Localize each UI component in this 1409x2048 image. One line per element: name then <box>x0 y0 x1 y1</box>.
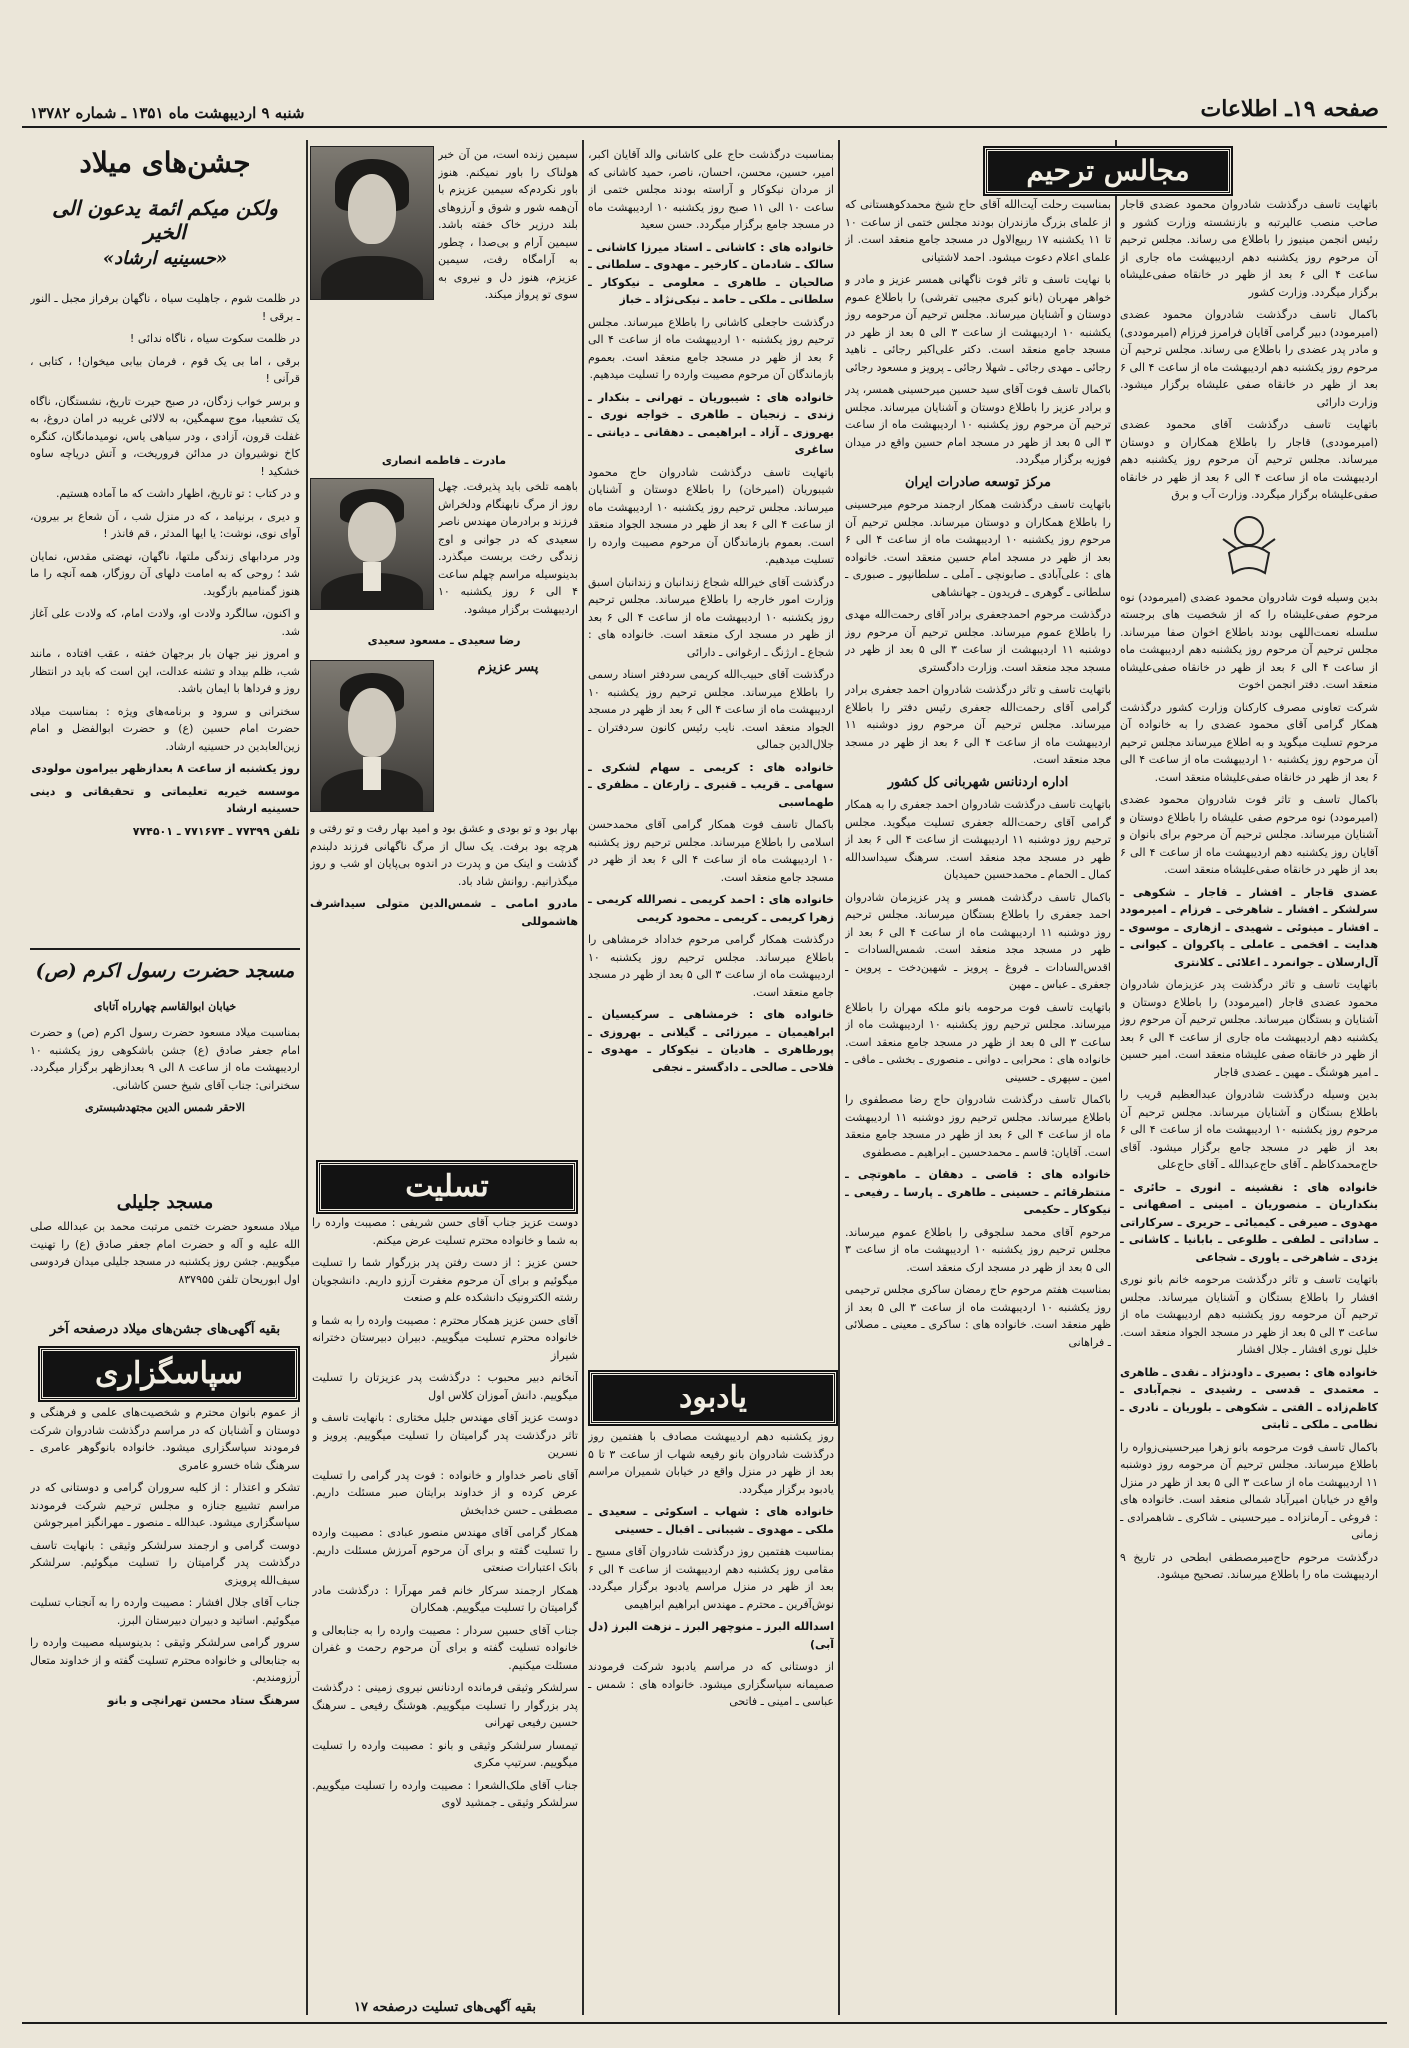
poem-line: سخنرانی و سرود و برنامه‌های ویژه : بمناسبت میلاد حضرت امام حسین (ع) و حضرت ابوالفضل و امام زین‌العابدین در حسینیه ارشاد. <box>30 704 300 753</box>
notice: باکمال تاسف فوت مرحومه بانو زهرا میرحسینی‌زواره را باطلاع میرساند. مجلس ترحیم آن مرحومه روز دوشنبه ۱۱ اردیبهشت ماه از ساعت ۳ الی ۵ بعد از ظهر در منزل واقع در خیابان امیرآباد شمالی منعقد است. خانواده های : فروغی ـ آرمانزاده ـ میرحسینی ـ شاکری ـ شاهمرادی ـ زمانی <box>1120 1440 1378 1541</box>
notice: خانواده های : احمد کریمی ـ نصرالله کریمی ـ زهرا کریمی ـ کریمی ـ محمود کریمی <box>588 893 834 924</box>
notice: سرور گرامی سرلشکر وثیقی : بدینوسیله مصیبت وارده را به جنابعالی و خانواده محترم تسلیت گفته و از خداوند متعال آرزومندیم. <box>30 1636 300 1684</box>
notice: جناب آقای ملک‌الشعرا : مصیبت وارده را تسلیت میگوییم. سرلشکر وثیقی ـ جمشید لاوی <box>312 1778 578 1809</box>
notice: باتهایت تاسف و تاثر درگذشت مرحومه خانم بانو نوری افشار را باطلاع بستگان و آشنایان میرساند. مجلس ترحیم آن مرحومه روز یکشنبه دهم اردیبهشت ماه از ساعت ۳ الی ۵ بعد از ظهر در مسجد الجواد منعقد است. خلیل نوری افشار ـ جلال افشار <box>1120 1273 1378 1356</box>
crest-emblem <box>1120 509 1378 583</box>
masthead <box>30 96 1379 122</box>
divider-1 <box>1115 140 1117 2015</box>
memorial-text-1 <box>438 146 578 446</box>
jashn-continued: بقیه آگهی‌های جشن‌های میلاد درصفحه آخر <box>49 1322 281 1337</box>
notice: همکار ارجمند سرکار خانم قمر مهرآرا : درگذشت مادر گرامیتان را تسلیت میگوییم. همکاران <box>312 1583 578 1614</box>
notice: باتهایت تاسف فوت مرحومه بانو ملکه مهران را باطلاع میرساند. مجلس ترحیم روز یکشنبه ۱۰ اردیبهشت ماه از ساعت ۳ الی ۵ بعد از ظهر در مسجد جامع منعقد است. خانواده های : محرابی ـ دوانی ـ منصوری ـ بخشی ـ مافی ـ امین ـ سپهری ـ حسینی <box>845 1000 1111 1084</box>
poem-line: و دیری ، برنیامد ، که در منزل شب ، آن شعاع بر بیرون، آوای نوی، نوشت: یا ایها المدثر ، قم فانذر ! <box>30 509 300 540</box>
notice: باکمال تاسف درگذشت همسر و پدر عزیزمان شادروان احمد جعفری را باطلاع بستگان میرساند. مجلس ترحیم روز دوشنبه ۱۱ اردیبهشت ماه از ساعت ۴ الی ۶ بعد از ظهر در مسجد مجد منعقد است. شمس‌السادات ـ اقدس‌السادات ـ فروغ ـ پرویز ـ شهین‌دخت ـ پروین ـ جعفری ـ عباس ـ مهین <box>845 890 1111 991</box>
notice: میلاد مسعود حضرت ختمی مرتبت محمد بن عبدالله صلی الله علیه و آله و حضرت امام جعفر صادق (ع) را تهنیت میگوییم. جشن روز یکشنبه در مسجد جلیلی میدان فردوسی اول ابوریحان تلفن ۸۳۷۹۵۵ <box>30 1220 300 1286</box>
memorial-sig-2: رضا سعیدی ـ مسعود سعیدی <box>367 634 521 647</box>
notice: خانواده های : کاشانی ـ استاد میرزا کاشانی ـ سالک ـ شادمان ـ کارخیر ـ مهدوی ـ سلطانی ـ صالحیان ـ طاهری ـ معلومی ـ نیکوکار ـ سلطانی ـ ملکی ـ حامد ـ نیکی‌نژاد ـ خباز <box>588 240 834 306</box>
notice: با نهایت تاسف و تاثر فوت ناگهانی همسر عزیز و مادر و خواهر مهربان (بانو کبری مجیبی تفرشی) را باطلاع عموم دوستان و آشنایان میرساند. مجلس ترحیم آن مرحومه روز یکشنبه ۱۰ اردیبهشت از ساعت ۳ الی ۵ بعد از ظهر در مسجد جامع منعقد است. دکتر علی‌اکبر رجائی ـ ناهید رجائی ـ مهدی رجائی ـ شهلا رجائی ـ پرویز و مسعود رجائی <box>845 273 1111 374</box>
calligraphy-sub: «حسینیه ارشاد» <box>102 248 228 269</box>
taslit-col <box>312 1214 578 1999</box>
notice: سیمین زنده است، من آن خبر هولناک را باور نمیکنم. هنوز باور نکردم‌که سیمین عزیزم با آن‌همه شور و شوق و آرزوهای بلند درزیر خاک خفته باشد. سیمین‌ آرام و بی‌صدا ، چطور به آرامگاه رفت، سیمین عزیزم، هنوز دل و نیروی به سوی تو پرواز میکند. <box>438 148 578 301</box>
notice: باتهایت تاسف درگذشت همکار ارجمند مرحوم میرحسینی را باطلاع همکاران و دوستان میرساند. مجلس ترحیم آن مرحوم روز یکشنبه ۱۰ اردیبهشت ماه از ساعت ۴ الی ۶ بعد از ظهر در مسجد امام حسین منعقد است. خانواده های : علی‌آبادی ـ صابونچی ـ آملی ـ سلطانپور ـ صبوری ـ سلطانی ـ گوهری ـ فریدون ـ جهانشاهی <box>845 498 1111 599</box>
poem-line: و برسر خواب زدگان، در صبح حیرت تاریخ، نشستگان، ناگاه یک تشعیبا، موج سهمگین، به لالائی غریبه در امان دروغ، به غفلت قرون، آزادی ، ودر سیاهی یاس، نومیدمانگان، کنگره کاخ نوشیروان در مدائن فروریخت، و آتش دریاچه ساوه خشکید ! <box>30 394 300 478</box>
memorial-title-3: پسر عزیزم <box>477 660 539 675</box>
notice: آنخانم دبیر محبوب : درگذشت پدر عزیزتان را تسلیت میگوییم. دانش آموزان کلاس اول <box>312 1371 578 1402</box>
notice: شرکت تعاونی مصرف کارکنان وزارت کشور درگذشت همکار گرامی آقای محمود عضدی را به خانواده آن مرحوم تسلیت میگوید و به اطلاع میرساند مجلس ترحیم آن مرحوم روز یکشنبه ۱۰ اردیبهشت ماه از ساعت ۴ الی ۶ بعد از ظهر در خانقاه صفی‌علیشاه منعقد است. <box>1120 700 1378 784</box>
notice: دوست گرامی و ارجمند سرلشکر وثیقی : بانهایت تاسف درگذشت پدر گرامیتان را تسلیت میگوئیم. سرلشکر سیف‌الله پرویزی <box>30 1538 300 1587</box>
sepas-banner: سپاسگزاری <box>40 1348 298 1400</box>
notice: خانواده های : بصیری ـ داودنژاد ـ نقدی ـ ظاهری ـ معتمدی ـ قدسی ـ رشیدی ـ نجم‌آبادی ـ کاظم‌زاده ـ الفتی ـ شکوهی ـ بلوریان ـ نادری ـ نظامی ـ ملکی ـ ثابتی <box>1120 1365 1378 1431</box>
majales-col-mid <box>845 196 1111 2014</box>
notice: مادرو امامی ـ شمس‌الدین متولی سیداشرف هاشموللی <box>310 897 578 928</box>
notice: درگذشت حاجعلی کاشانی را باطلاع میرساند. مجلس ترحیم روز یکشنبه ۱۰ اردیبهشت ماه از ساعت ۴ الی ۶ بعد از ظهر در مسجد جامع منعقد است. بعموم بازماندگان آن مرحوم مصیبت وارده را تسلیت میدهیم. <box>588 315 834 381</box>
notice: باتهایت تاسف درگذشت شادروان احمد جعفری را به همکار گرامی آقای رحمت‌الله جعفری تسلیت میگوید. مجلس ترحیم روز دوشنبه ۱۱ اردیبهشت از ساعت ۴ الی ۶ بعد از ظهر در مسجد مجد منعقد است. سرهنگ سیداسدالله کمال ـ الحمام ـ محمدحسین حمیدیان <box>845 798 1111 881</box>
notice: حسن عزیز : از دست رفتن پدر بزرگوار شما را تسلیت میگوئیم و برای آن مرحوم مغفرت آرزو داریم. دانشجویان رشته الکترونیک دانشکده علم و صنعت <box>312 1256 578 1304</box>
portrait-photo-man-2 <box>310 660 434 812</box>
notice: عضدی قاجار ـ افشار ـ قاجار ـ شکوهی ـ سرلشکر ـ افشار ـ شاهرخی ـ فرزام ـ امیرمودد ـ افشار ـ مینوئی ـ شهیدی ـ ازهاری ـ موسوی ـ هدایت ـ افخمی ـ عاملی ـ پاکروان ـ کیوانی ـ آل‌ارسلان ـ جوانمرد ـ اعلائی ـ کلانتری <box>1120 885 1378 969</box>
notice: همکار گرامی آقای مهندس منصور عبادی : مصیبت وارده را تسلیت گفته و برای آن مرحوم آمرزش مسئلت داریم. بانک اعتبارات صنعتی <box>312 1526 578 1574</box>
notice: سرهنگ ستاد محسن تهرانچی و بانو <box>107 1693 300 1707</box>
mosque-body <box>30 1024 300 1184</box>
poem-line: موسسه خیریه تعلیماتی و تحقیقاتی و دینی حسینیه ارشاد <box>30 784 300 815</box>
notice: خانواده های : نقشینه ـ انوری ـ حائری ـ بنکداریان ـ منصوریان ـ امینی ـ اصفهانی ـ مهدوی ـ صیرفی ـ کیمیائی ـ حریری ـ سرکاراتی ـ ساداتی ـ لطفی ـ طلوعی ـ بابانیا ـ کاشانی ـ یزدی ـ شاهرخی ـ یاوری ـ شجاعی <box>1120 1180 1378 1264</box>
poem-line: در ظلمت شوم ، جاهلیت سیاه ، ناگهان برفراز مجبل ـ النور ـ برقی ! <box>30 292 300 323</box>
notice: باکمال تاسف درگذشت شادروان محمود عضدی (امیرمودد) دبیر گرامی آقایان فرامرز فرزام (امیرموددی) و مادر پدر عضدی را باطلاع می رساند. مجلس ترحیم آن مرحوم روز یکشنبه دهم اردیبهشت ماه از ساعت ۴ الی ۶ بعد از ظهر در خانقاه صفی علیشاه برگزار میشود. وزارت دارائی <box>1120 308 1378 409</box>
notice: باکمال تاسف و تاثر فوت شادروان محمود عضدی (امیرمودد) نوه مرحوم صفی علیشاه را باطلاع دوستان و آشنایان میرساند. مجلس ترحیم آن مرحوم برای بانوان و آقایان روز یکشنبه دهم اردیبهشت ماه از ساعت ۴ الی ۶ بعد از ظهر در خانقاه صفی‌علیشاه منعقد است. <box>1120 793 1378 876</box>
notice: باهمه تلخی باید پذیرفت. چهل روز از مرگ نابهنگام ودلخراش فرزند و برادرمان مهندس ناصر سعیدی که در جوانی و اوج زندگی رخت بربست میگذرد. بدینوسیله مراسم چهلم ساعت ۴ الی ۶ روز یکشنبه ۱۰ اردیبهشت برگزار میشود. <box>438 480 578 616</box>
notice: درگذشت مرحوم احمدجعفری برادر آقای رحمت‌الله مهدی را باطلاع عموم میرساند. مجلس ترحیم آن مرحوم روز دوشنبه ۱۱ اردیبهشت از ساعت ۳ الی ۵ بعد از ظهر در مسجد مجد منعقد است. وزارت دادگستری <box>845 608 1111 674</box>
notice: باکمال تاسف فوت آقای سید حسین میرحسینی همسر، پدر و برادر عزیز را باطلاع دوستان و آشنایان میرساند. مجلس ترحیم آن مرحوم روز یکشنبه ۱۰ اردیبهشت ماه از ساعت ۳ الی ۵ بعد از ظهر در مسجد امام حسین واقع در میدان فوزیه برگزار میگردد. <box>845 383 1111 466</box>
notice: سرلشکر وثیقی فرمانده اردنانس نیروی زمینی : درگذشت پدر بزرگوار را تسلیت میگوییم. هوشنگ رفیعی ـ سرهنگ حسین رفیعی تهرانی <box>312 1681 578 1729</box>
yadbud-banner: یادبود <box>590 1372 836 1424</box>
notice: مرحوم آقای محمد سلجوقی را باطلاع عموم میرساند. مجلس ترحیم روز یکشنبه ۱۰ اردیبهشت ماه از ساعت ۳ الی ۵ بعد از ظهر در مسجد ارک منعقد است. <box>845 1225 1111 1274</box>
memorial-sig-1: مادرت ـ فاطمه انصاری <box>381 454 507 467</box>
issue-date: شنبه ۹ اردیبهشت ماه ۱۳۵۱ ـ شماره ۱۳۷۸۲ <box>30 104 305 122</box>
bottom-rule <box>22 2022 1387 2024</box>
calligraphy-verse: ولکن میکم ائمة یدعون الی الخیر <box>52 196 278 244</box>
notice: باتهایت تاسف و تاثر درگذشت پدر عزیزمان شادروان محمود عضدی قاجار (امیرمودد) را باطلاع دوستان و آشنایان و بستگان میرساند. مجلس ترحیم آن مرحوم روز یکشنبه دهم اردیبهشت ماه جاری از ساعت ۴ الی ۶ بعد از ظهر در خانقاه صفی علیشاه منعقد است. امیر حسین ـ امیر هوشنگ ـ مهین ـ عضدی قاجار <box>1120 978 1378 1079</box>
taslit-continued: بقیه آگهی‌های تسلیت درصفحه ۱۷ <box>353 2000 537 2015</box>
notice: بدین وسیله درگذشت شادروان عبدالعظیم قریب را باطلاع بستگان و آشنایان میرساند. مجلس ترحیم آن مرحوم روز یکشنبه ۱۰ اردیبهشت ماه از ساعت ۴ الی ۶ بعد از ظهر در مسجد جامع برگزار میشود. آقای حاج‌محمدکاظم ـ آقای حاج‌عبدالله ـ آقای حاج‌علی <box>1120 1088 1378 1171</box>
notice: تشکر و اعتذار : از کلیه سروران گرامی و دوستانی که در مراسم تشییع جنازه و مجلس ترحیم شرکت فرمودند سپاسگزاری میشود. عبدالله ـ منصور ـ مهرانگیز امیرجوشن <box>30 1481 300 1529</box>
notice: اسدالله البرز ـ منوچهر البرز ـ نزهت البرز (دل آبی) <box>588 1620 834 1651</box>
page-label: صفحه ۱۹ـ اطلاعات <box>1200 96 1379 122</box>
mosque-name: مسجد حضرت رسول اکرم (ص) <box>35 960 295 982</box>
divider-2 <box>838 140 840 2015</box>
poem-line: و امروز نیز جهان بار برجهان خفته ، عقب افتاده ، مانند شب، ظلم بیداد و تشنه عدالت، این است که باید در انتظار روز و فرداها با ایمان باشد. <box>30 647 300 695</box>
notice: دوست عزیز جناب آقای حسن شریفی : مصیبت وارده را به شما و خانواده محترم تسلیت عرض میکنم. <box>312 1216 578 1247</box>
org-heading: مرکز توسعه صادرات ایران <box>904 474 1052 490</box>
notice: خانواده های : کریمی ـ سهام لشکری ـ سهامی ـ قریب ـ قنبری ـ زارعان ـ مظفری ـ طهماسبی <box>588 760 834 809</box>
notice: درگذشت همکار گرامی مرحوم خداداد خرمشاهی را باطلاع میرساند. مجلس ترحیم روز یکشنبه ۱۰ اردیبهشت ماه از ساعت ۳ الی ۵ بعد از ظهر در مسجد جامع منعقد است. <box>588 933 834 999</box>
notice: خانواده های : خرمشاهی ـ سرکیسیان ـ ابراهیمیان ـ میرزائی ـ گیلانی ـ بهروزی ـ پورطاهری ـ هادیان ـ نیکوکار ـ مهدوی ـ فلاحی ـ صالحی ـ دادگستر ـ نجفی <box>588 1008 834 1074</box>
poem-line: و اکنون، سالگرد ولادت او، ولادت امام، که ولادت علی آغاز شد. <box>30 607 300 638</box>
mosque-address: خیابان ابوالقاسم چهارراه آتابای <box>93 1000 237 1013</box>
poem-line: و در کتاب : تو تاریخ، اظهار داشت که ما آماده هستیم. <box>55 487 300 500</box>
notice: آقای ناصر خداوار و خانواده : فوت پدر گرامی را تسلیت عرض کرده و از خداوند برایتان صبر مسئلت داریم. مصطفی ـ حسن خدابخش <box>312 1468 578 1517</box>
notice: باکمال تاسف درگذشت شادروان حاج رضا مصطفوی را باطلاع میرساند. مجلس ترحیم روز دوشنبه ۱۱ اردیبهشت ماه از ساعت ۴ الی ۶ بعد از ظهر در مسجد جامع منعقد است. آقایان: قاسم ـ محمدحسین ـ ابراهیم ـ مصطفوی <box>845 1093 1111 1159</box>
notice: از دوستانی که در مراسم یادبود شرکت فرمودند صمیمانه سپاسگزاری میشود. خانواده های : شمس ـ عباسی ـ امینی ـ فاتحی <box>588 1660 834 1708</box>
majales-col-right <box>1120 196 1378 2014</box>
notice: درگذشت مرحوم حاج‌میرمصطفی ابطحی در تاریخ ۹ اردیبهشت ماه را باطلاع میرساند. تصحیح میشود. <box>1120 1550 1378 1581</box>
notice: تیمسار سرلشکر وثیقی و بانو : مصیبت وارده را تسلیت میگوییم. سرتیپ مکری <box>312 1738 578 1769</box>
top-rule <box>22 126 1387 128</box>
majales-banner: مجالس ترحیم <box>985 148 1231 194</box>
portrait-photo-man-1 <box>310 478 434 610</box>
jashn-body <box>30 290 300 940</box>
divider-4 <box>306 140 308 2015</box>
notice: خانواده های : شیبوریان ـ تهرانی ـ بنکدار ـ زندی ـ زنجیان ـ طاهری ـ خواجه نوری ـ بهروزی ـ آزاد ـ ابراهیمی ـ دهقانی ـ دیانتی ـ ساغری <box>588 390 834 456</box>
notice: بمناسبت هفتم مرحوم حاج رمضان ساکری مجلس ترحیمی روز یکشنبه ۱۰ اردیبهشت ماه از ساعت ۳ الی ۵ بعد از ظهر منعقد است. خانواده های : ساکری ـ معینی ـ مصلائی ـ فراهانی <box>845 1283 1111 1349</box>
notice: بدین وسیله فوت شادروان محمود عضدی (امیرمودد) نوه مرحوم صفی‌علیشاه را که از شخصیت های برجسته سلسله نعمت‌اللهی بودند باطلاع اخوان صفا میرساند. مجلس ترحیم آن مرحوم روز یکشنبه دهم اردیبهشت ماه از ساعت ۴ الی ۶ بعد از ظهر در خانقاه صفی‌علیشاه منعقد است. دفتر انجمن اخوت <box>1120 590 1378 691</box>
notice: بهار بود و تو بودی و عشق بود و امید بهار رفت و تو رفتی و هرچه بود برفت. یک سال از مرگ ناگهانی فرزند دلبندم گذشت و اینک من و پدرت در اندوه بی‌پایان او شب و روز میگذرانیم. روانش شاد باد. <box>310 822 578 888</box>
notice: خانواده های : قاضی ـ دهقان ـ ماهوتچی ـ منتظرقائم ـ حسینی ـ طاهری ـ پارسا ـ رفیعی ـ نیکوکار ـ حکیمی <box>845 1168 1111 1216</box>
notice: باتهایت تاسف و تاثر درگذشت شادروان احمد جعفری برادر گرامی آقای رحمت‌الله جعفری رئیس دفتر را باطلاع میرساند. مجلس ترحیم آن مرحوم روز دوشنبه ۱۱ اردیبهشت ماه از ساعت ۴ الی ۶ بعد از ظهر در مسجد مجد منعقد است. <box>845 683 1111 766</box>
taslit-banner: تسلیت <box>318 1162 576 1212</box>
notice: جناب آقای جلال افشار : مصیبت وارده را به آنجناب تسلیت میگوئیم. اساتید و دبیران دبیرستان البرز. <box>30 1596 300 1627</box>
jalili-body <box>30 1218 300 1318</box>
section-rule <box>30 948 300 950</box>
notice: باکمال تاسف فوت همکار گرامی آقای محمدحسن اسلامی را باطلاع میرساند. مجلس ترحیم روز یکشنبه ۱۰ اردیبهشت ماه از ساعت ۴ الی ۶ بعد از ظهر در مسجد جامع منعقد است. <box>588 818 834 884</box>
notice: بمناسبت درگذشت حاج علی کاشانی والد آقایان اکبر، امیر، حسین، محسن، احسان، ناصر، حمید کاشانی که از مردان نیکوکار و آراسته بودند مجلس ختمی از ساعت ۱۰ الی ۱۱ صبح روز یکشنبه ۱۰ اردیبهشت ماه در مسجد جامع برگزار میگردد. حسن سعید <box>588 148 834 231</box>
notice: بمناسبت میلاد مسعود حضرت رسول اکرم (ص) و حضرت امام جعفر صادق (ع) جشن باشکوهی روز یکشنبه ۱۰ اردیبهشت ماه از ساعت ۸ الی ۹ بعدازظهر برگزار میگردد. سخنرانی: جناب آقای شیخ حسن کاشانی. <box>30 1026 300 1092</box>
memorial-text-2 <box>438 478 578 628</box>
majales-col-left <box>588 146 834 1356</box>
notice: روز یکشنبه دهم اردیبهشت مصادف با هفتمین روز درگذشت شادروان بانو رفیعه شهاب از ساعت ۳ تا ۵ بعد از ظهر در منزل واقع در خیابان شمیران مراسم یادبود برگزار میگردد. <box>588 1430 834 1496</box>
notice: درگذشت آقای خیرالله شجاع زندانبان و زندانبان اسبق وزارت امور خارجه را باطلاع میرساند. مجلس ترحیم روز یکشنبه ۱۰ اردیبهشت ماه از ساعت ۴ الی ۶ بعد از ظهر در مسجد ارک منعقد است. خانواده های : شجاع ـ ارژنگ ـ ارغوانی ـ دارائی <box>588 575 834 659</box>
notice: باتهایت تاسف درگذشت شادروان حاج محمود شیبوریان (امیرخان) را باطلاع دوستان و آشنایان میرساند. مجلس ترحیم روز یکشنبه ۱۰ اردیبهشت ماه از ساعت ۴ الی ۶ بعد از ظهر در مسجد الجواد منعقد است. بعموم بازماندگان آن مرحوم مصیبت وارده را تسلیت میدهیم. <box>588 465 834 566</box>
poem-line: در ظلمت سکوت سیاه ، ناگاه ندائی ! <box>129 332 300 345</box>
poem-line: برقی ، اما بی یک قوم ، فرمان بیابی میخوان! ، کتابی ، قرآنی ! <box>30 354 300 385</box>
portrait-photo-woman <box>310 146 434 300</box>
poem-line: ودر مردابهای زندگی ملتها، ناگهان، نهضتی مقدس، نمایان شد ؛ روحی که به امامت دلهای آن روزگار، همه آنچه را ما هنوز گمنامیم بازگوید. <box>30 549 300 598</box>
notice: الاحقر شمس الدین مجتهدشبستری <box>85 1101 245 1114</box>
memorial-text-3 <box>310 820 578 1155</box>
sepas-col <box>30 1404 300 2014</box>
jashn-heading: جشن‌های میلاد <box>79 146 251 179</box>
notice: جناب آقای حسین سردار : مصیبت وارده را به جنابعالی و خانواده تسلیت گفته و برای آن مرحوم رحمت و غفران مسئلت میکنیم. <box>312 1623 578 1672</box>
notice: درگذشت آقای حبیب‌الله کریمی سردفتر اسناد رسمی را باطلاع میرساند. مجلس ترحیم روز یکشنبه ۱۰ اردیبهشت ماه از ساعت ۴ الی ۶ بعد از ظهر در مسجد الجواد منعقد است. نایب رئیس کانون سردفتران ـ جلال‌الدین جمالی <box>588 668 834 751</box>
jalili-heading: مسجد جلیلی <box>116 1192 214 1213</box>
notice: خانواده های : شهاب ـ اسکوئی ـ سعیدی ـ ملکی ـ مهدوی ـ شیبانی ـ اقبال ـ حسینی <box>588 1505 834 1536</box>
poem-line: تلفن ۷۷۳۹۹ ـ ۷۷۱۶۷۴ ـ ۷۷۴۵۰۱ <box>132 824 300 838</box>
org-heading: اداره اردنانس شهربانی کل کشور <box>887 774 1069 790</box>
divider-3 <box>582 140 584 2015</box>
yadbud-col <box>588 1428 834 2013</box>
poem-line: روز یکشنبه از ساعت ۸ بعدازظهر بیرامون مولودی <box>31 762 300 775</box>
notice: آقای حسن عزیز همکار محترم : مصیبت وارده را به شما و خانواده محترم تسلیت میگوییم. دبیران دبیرستان دخترانه شیراز <box>312 1313 578 1362</box>
notice: بمناسبت رحلت آیت‌الله آقای حاج شیخ محمدکوهستانی که از علمای بزرگ مازندران بودند مجلس ختمی از ساعت ۱۰ تا ۱۱ یکشنبه ۱۷ ربیع‌الاول در مسجد جامع منعقد است. از علمای اعلام دعوت میشود. احمد لاشتیانی <box>845 198 1111 264</box>
notice: باتهایت تاسف درگذشت آقای محمود عضدی (امیرموددی) قاجار را باطلاع همکاران و دوستان میرساند. مجلس ترحیم آن مرحوم روز یکشنبه دهم اردیبهشت ماه از ساعت ۴ الی ۶ بعد از ظهر در خانقاه صفی‌علیشاه برگزار میگردد. وزارت آب و برق <box>1120 418 1378 501</box>
notice: از عموم بانوان محترم و شخصیت‌های علمی و فرهنگی و دوستان و آشنایان که در مراسم درگذشت شادروان شرکت فرمودند سپاسگزاری میشود. خانواده بانوگوهر عامری ـ سرهنگ شاه خسرو عامری <box>30 1406 300 1472</box>
notice: دوست عزیز آقای مهندس جلیل مختاری : بانهایت تاسف و تاثر درگذشت پدر گرامیتان را تسلیت میگوییم. پرویز و نسرین <box>312 1411 578 1459</box>
notice: باتهایت تاسف درگذشت شادروان محمود عضدی قاجار صاحب منصب عالیرتبه و بازنشسته وزارت کشور و رئیس انجمن مینیوز را باطلاع می رساند. مجلس ترحیم آن مرحوم روز یکشنبه دهم اردیبهشت ماه جاری از ساعت ۴ الی ۶ بعد از ظهر در خانقاه صفی‌علیشاه برگزار میگردد. وزارت کشور <box>1120 198 1378 299</box>
notice: بمناسبت هفتمین روز درگذشت شادروان آقای مسیح ـ مقامی روز یکشنبه دهم اردیبهشت از ساعت ۴ الی ۶ بعد از ظهر در منزل مراسم یادبود برگزار میگردد. نوش‌آفرین ـ محترم ـ مهندس ابراهیم ابراهیمی <box>588 1545 834 1611</box>
